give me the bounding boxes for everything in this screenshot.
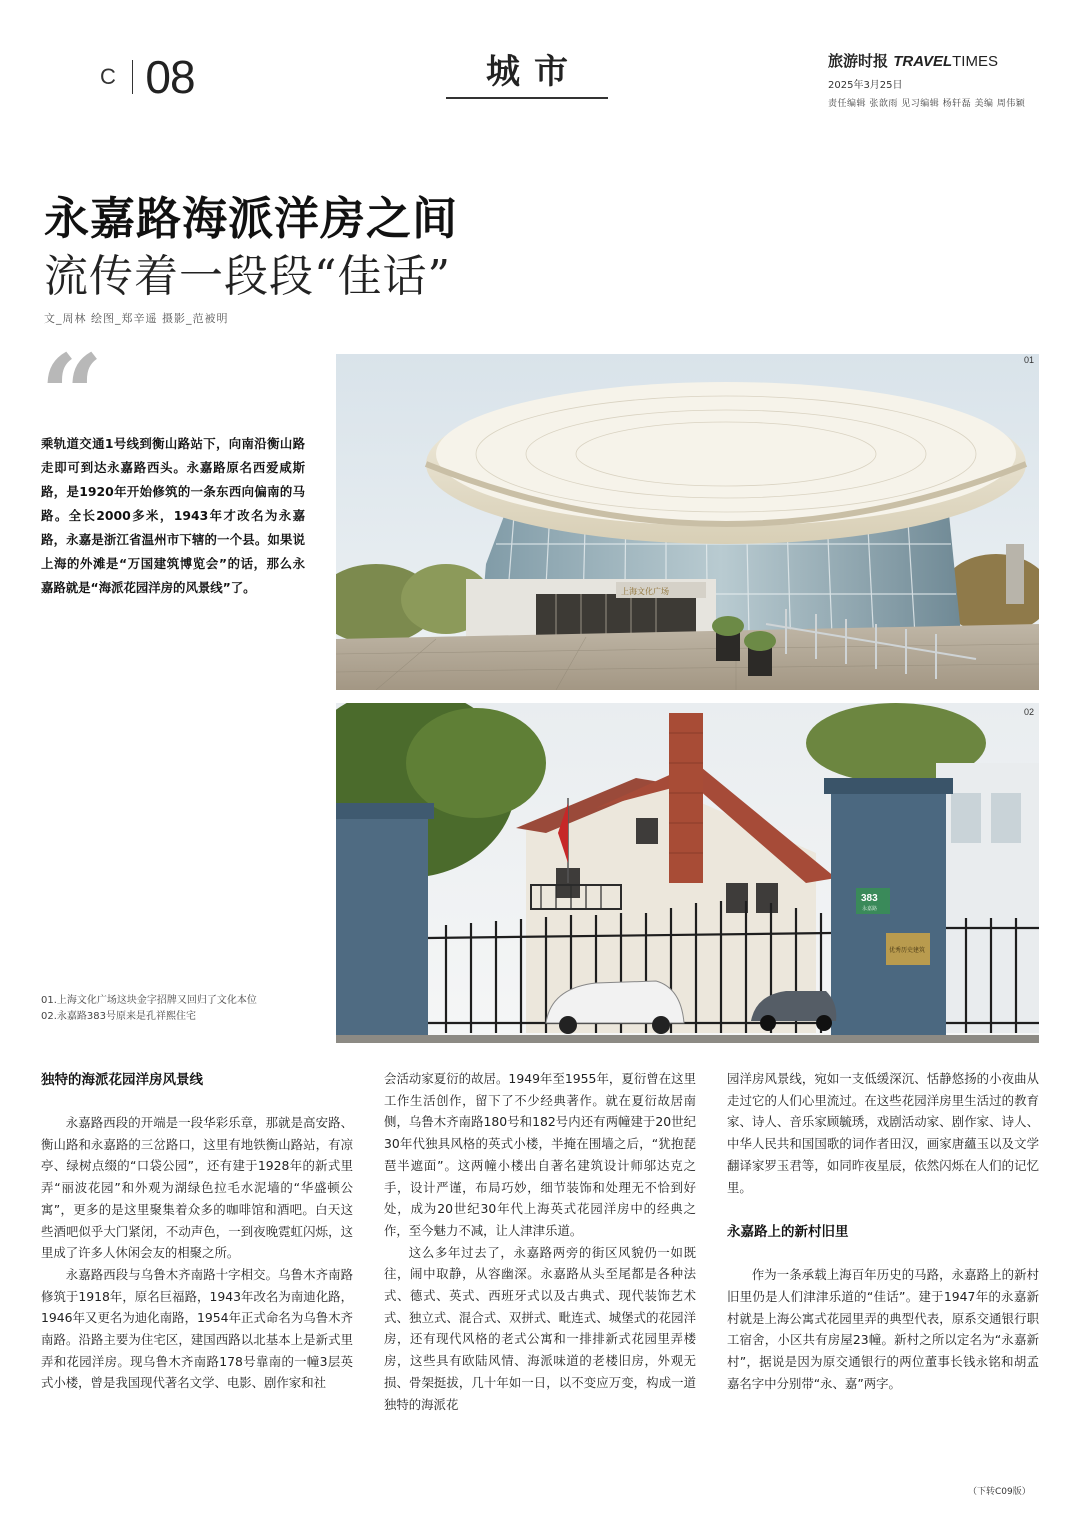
continued-note: （下转C09版） [968,1487,1031,1497]
body-paragraph: 园洋房风景线，宛如一支低缓深沉、恬静悠扬的小夜曲从走过它的人们心里流过。在这些花园洋房里生活过的教育家、诗人、音乐家顾毓琇，戏剧活动家、剧作家、诗人、中华人民共和国国歌的词作者田汉，画家唐蘊玉以及文学翻译家罗玉君等，如同昨夜星辰，依然闪烁在人们的记忆里。 [727,1071,1039,1195]
headline-line-1: 永嘉路海派洋房之间 [44,192,459,245]
page-number: 08 [145,51,195,103]
subhead-1: 独特的海派花园洋房风景线 [41,1072,203,1088]
body-paragraph: 会活动家夏衍的故居。1949年至1955年，夏衍曾在这里工作生活创作，留下了不少经典著作。就在夏衍故居南侧，乌鲁木齐南路180号和182号内还有两幢建于20世纪30年代独具风格的英式小楼，半掩在围墙之后，“犹抱琵琶半遮面”。这两幢小楼出自著名建筑设计师邬达克之手，设计严谨，布局巧妙，细节装饰和处理无不恰到好处，成为20世纪30年代上海英式花园洋房中的经典之作，至今魅力不减，让人津津乐道。 [384,1071,696,1238]
masthead-brand [828,50,1048,71]
masthead-cn: 旅游时报 [828,52,889,70]
lede-paragraph: 乘轨道交通1号线到衡山路站下，向南沿衡山路走即可到达永嘉路西头。永嘉路原名西爱咸斯路，是1920年开始修筑的一条东西向偏南的马路。全长2000多米，1943年才改名为永嘉路，永嘉是浙江省温州市下辖的一个县。如果说上海的外滩是“万国建筑博览会”的话，那么永嘉路就是“海派花园洋房的风景线”了。 [41,436,305,595]
photo-2-house-number: 383 [861,893,878,904]
section-rule [446,97,608,99]
masthead [828,50,1048,109]
editor-credits: 责任编辑 张歆雨 见习编辑 杨轩磊 美编 周伟颖 [828,99,1026,109]
photo-1-number: 01 [1024,355,1035,365]
code-divider [132,60,134,94]
photo-2-number: 02 [1024,707,1035,717]
page-code [100,52,195,102]
body-paragraph: 作为一条承载上海百年历史的马路，永嘉路上的新村旧里仍是人们津津乐道的“佳话”。建于1947年的永嘉新村就是上海公寓式花园里弄的典型代表，原系交通银行职工宿舍，小区共有房屋23幢。新村之所以定名为“永嘉新村”，据说是因为原交通银行的两位董事长钱永铭和胡孟嘉名字中分别带“永、嘉”两字。 [727,1267,1039,1391]
byline: 文_周林 绘图_郑辛遥 摄影_范被明 [44,312,229,325]
headline-line-2: 流传着一段段“佳话” [44,251,451,302]
photo-2-house-sub: 永嘉路 [862,906,878,912]
caption-2: 02.永嘉路383号原来是孔祥熙住宅 [41,1011,196,1022]
section-title: 城市 [486,52,582,92]
body-column-1 [41,1068,353,1394]
body-paragraph: 永嘉路西段的开端是一段华彩乐章，那就是高安路、衡山路和永嘉路的三岔路口，这里有地铁衡山路站，有凉亭、绿树点缀的“口袋公园”，还有建于1928年的新式里弄“丽波花园”和外观为湖绿色拉毛水泥墙的“华盛顿公寓”，更多的是这里聚集着众多的咖啡馆和酒吧。白天这些酒吧似乎大门紧闭，不动声色，一到夜晚霓虹闪烁，这里成了许多人休闲会友的相聚之所。 [41,1115,353,1261]
subhead-2: 永嘉路上的新村旧里 [727,1224,849,1241]
body-paragraph: 这么多年过去了，永嘉路两旁的街区风貌仍一如既往，闹中取静，从容幽深。永嘉路从头至尾都是各种法式、德式、英式、西班牙式以及古典式、现代装饰艺术式、独立式、混合式、双拼式、毗连式、城堡式的花园洋房，还有现代风格的老式公寓和一排排新式花园里弄楼房，这些具有欧陆风情、海派味道的老楼旧房，外观无损、骨架挺拔，几十年如一日，以不变应万变，构成一道独特的海派花 [384,1244,696,1412]
body-column-3 [727,1068,1039,1394]
photo-captions [41,993,291,1025]
photo-1-signboard: 上海文化广场 [621,587,669,596]
photo-yongjia-383 [336,703,1039,1043]
masthead-en-bold: TRAVEL [893,53,953,70]
photo-2-plaque: 优秀历史建筑 [889,947,926,954]
body-column-2 [384,1068,696,1415]
caption-1: 01.上海文化广场这块金字招牌又回归了文化本位 [41,995,257,1006]
issue-date: 2025年3月25日 [828,80,903,91]
masthead-en-light: TIMES [952,53,998,70]
quote-mark-icon: “ [40,330,104,459]
photo-culture-square [336,354,1039,690]
body-paragraph: 永嘉路西段与乌鲁木齐南路十字相交。乌鲁木齐南路修筑于1918年，原名巨福路，1943年改名为南迪化路，1946年又更名为迪化南路，1954年正式命名为乌鲁木齐南路。沿路主要为住宅区，建国西路以北基本上是新式里弄和花园洋房。现乌鲁木齐南路178号靠南的一幢3层英式小楼，曾是我国现代著名文学、电影、剧作家和社 [41,1266,353,1391]
section-letter: C [100,64,118,89]
